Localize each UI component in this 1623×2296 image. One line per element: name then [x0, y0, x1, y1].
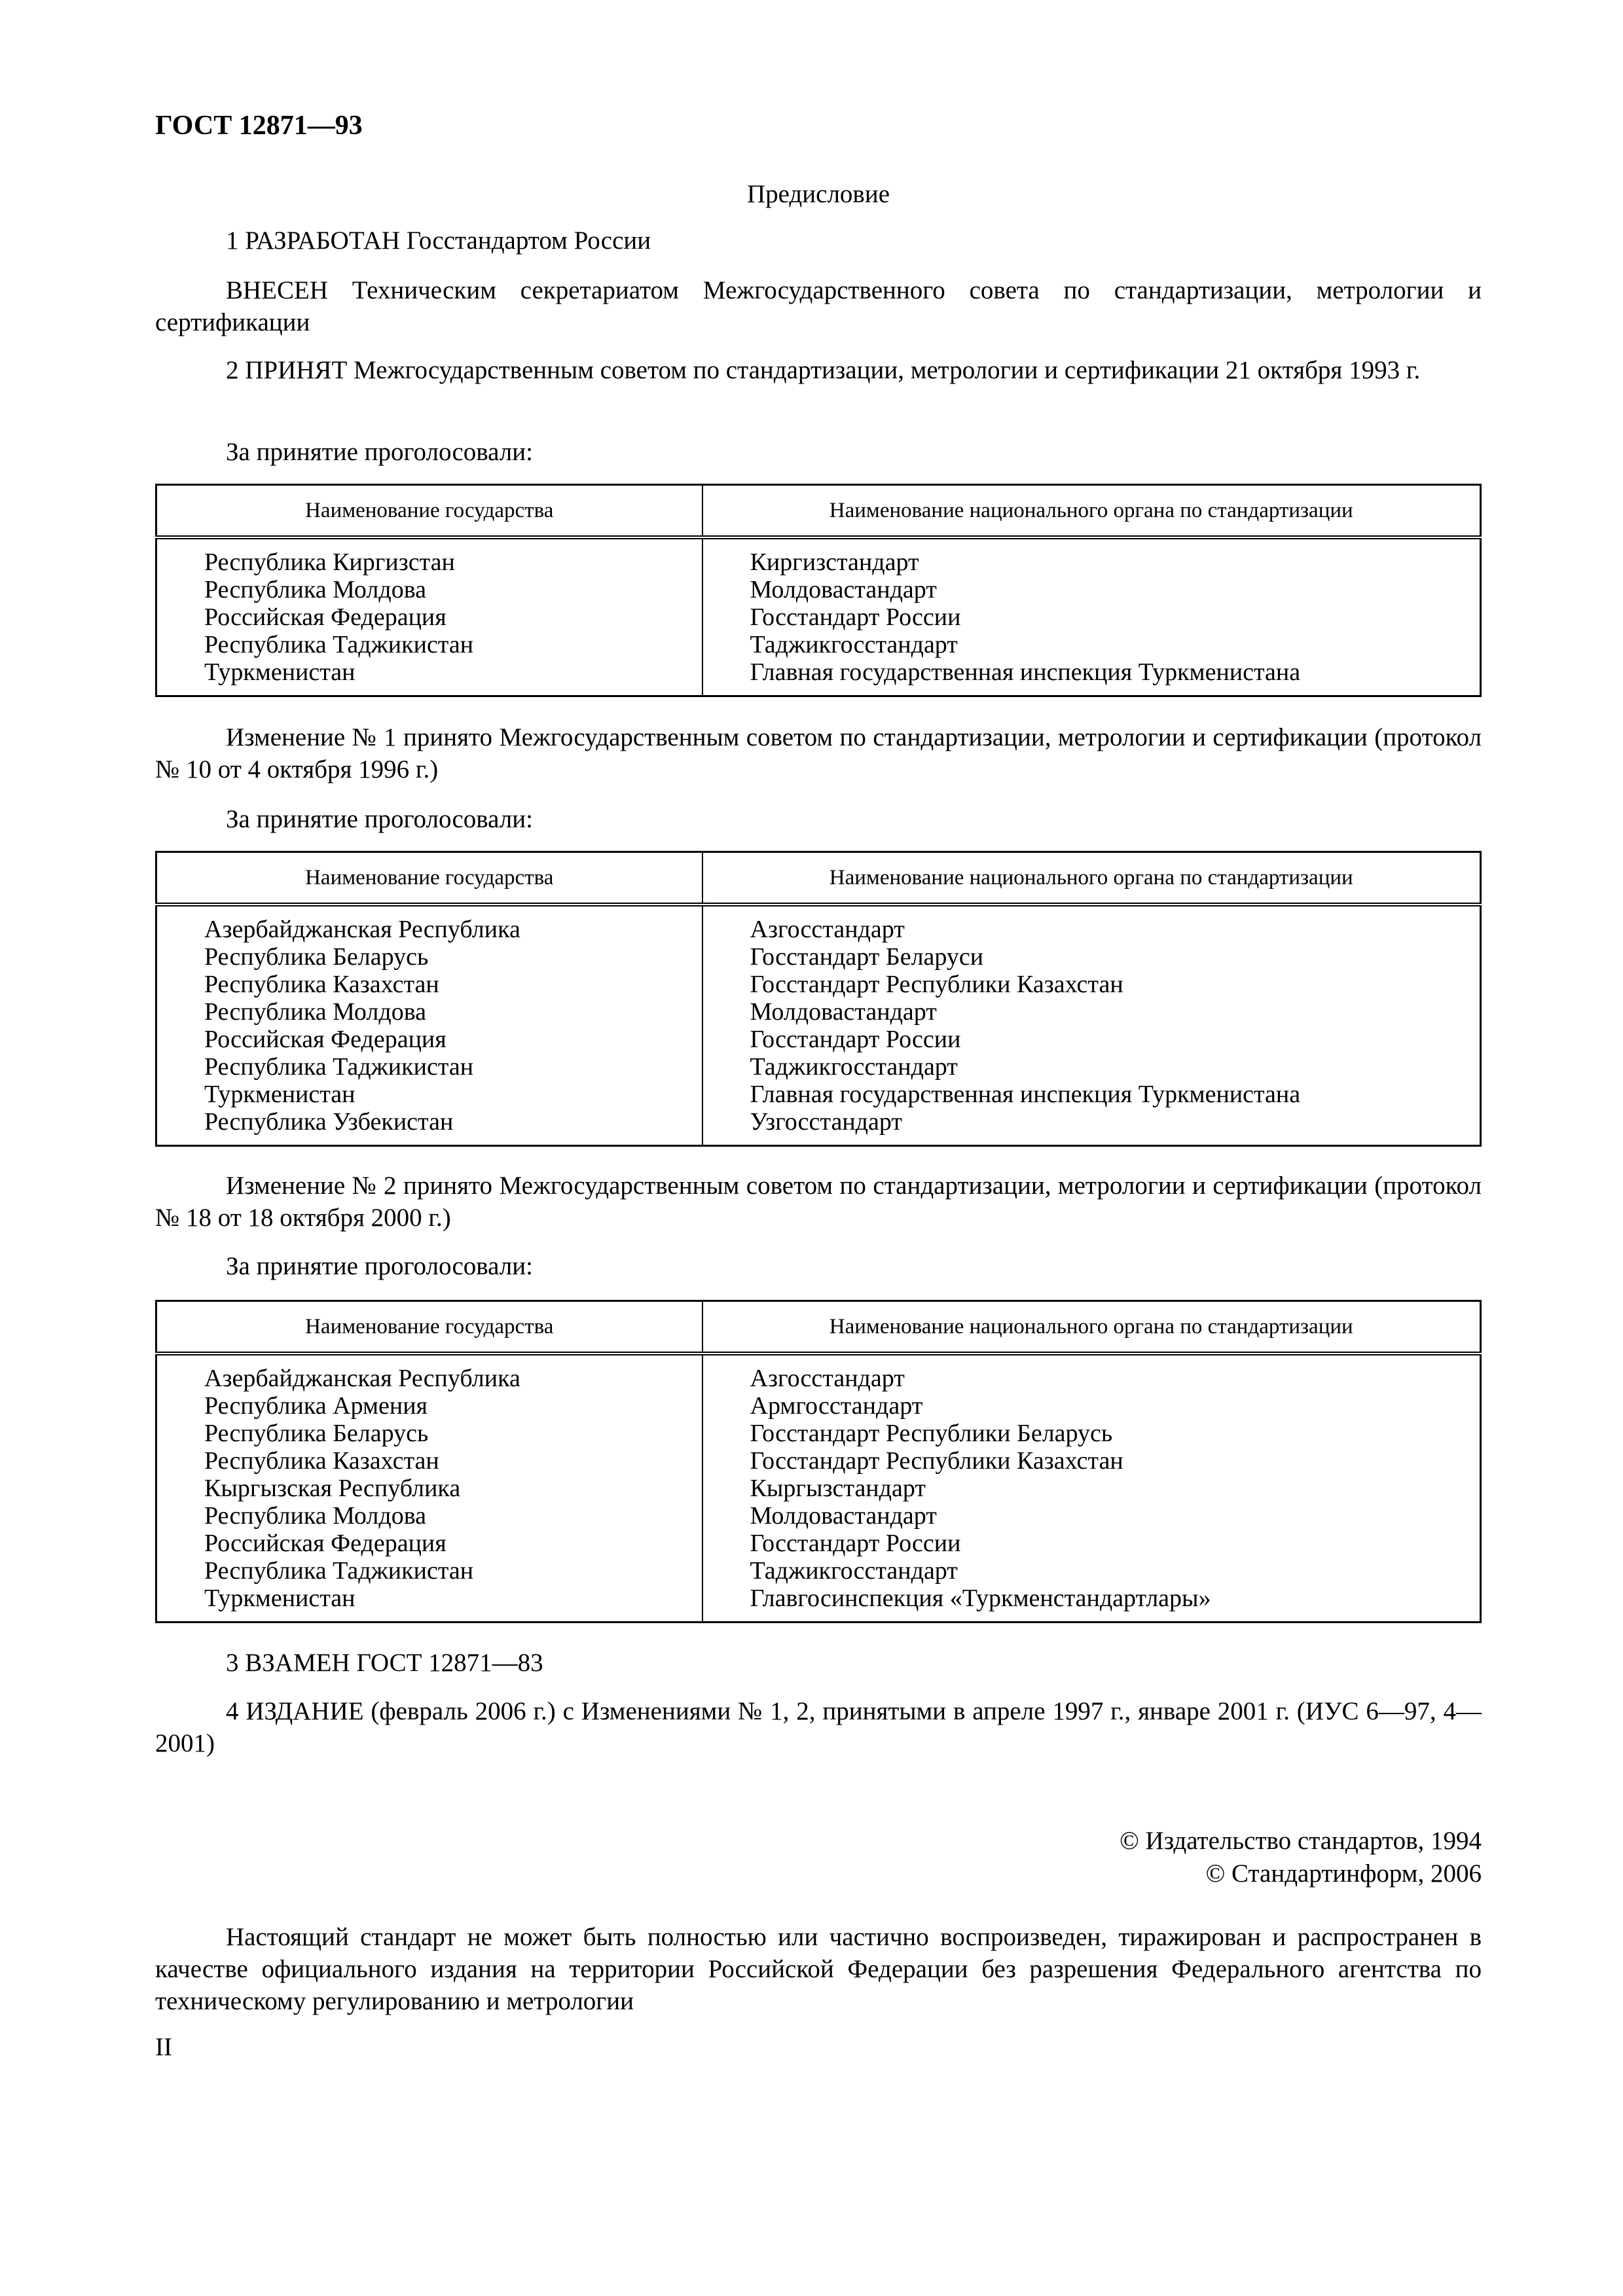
state-name: Республика Молдова — [204, 576, 427, 603]
standards-body-name: Госстандарт Республики Беларусь — [750, 1420, 1113, 1447]
change-1-paragraph: Изменение № 1 принято Межгосударственным советом по стандартизации, метрологии и сертификации (протокол № 10 от 4 октября 1996 г.) — [155, 723, 1482, 783]
bodies-cell — [702, 537, 1481, 696]
standards-body-name: Главгосинспекция «Туркменстандартлары» — [750, 1585, 1211, 1612]
standards-body-name: Госстандарт Беларуси — [750, 943, 984, 971]
standards-body-name: Азгосстандарт — [750, 1365, 905, 1392]
foreword-heading: Предисловие — [746, 180, 890, 208]
state-name: Республика Таджикистан — [204, 1557, 474, 1585]
states-cell — [156, 905, 702, 1146]
standards-body-name: Азгосстандарт — [750, 916, 905, 943]
state-name: Азербайджанская Республика — [204, 1365, 520, 1392]
standards-body-name: Таджикгосстандарт — [750, 631, 958, 658]
states-cell — [156, 537, 702, 696]
reproduction-notice: Настоящий стандарт не может быть полностью или частично воспроизведен, тиражирован и распространен в качестве официального издания на территории Российской Федерации без разрешения Федерального агентства по техническому регулированию и метрологии — [155, 1923, 1482, 2015]
standards-body-name: Молдовастандарт — [750, 998, 937, 1026]
state-column-header: Наименование государства — [156, 1301, 702, 1354]
paragraph-developed: 1 РАЗРАБОТАН Госстандартом России — [226, 226, 651, 255]
state-name: Республика Киргизстан — [204, 548, 455, 576]
standards-body-name: Таджикгосстандарт — [750, 1557, 958, 1585]
voting-table-2 — [155, 851, 1482, 1147]
voting-table — [155, 484, 1482, 697]
copyright-line-1: © Издательство стандартов, 1994 — [1120, 1827, 1482, 1855]
paragraph-replaces: 3 ВЗАМЕН ГОСТ 12871—83 — [226, 1649, 543, 1677]
state-name: Республика Таджикистан — [204, 1053, 474, 1081]
page-number: II — [155, 2033, 172, 2061]
state-name: Республика Казахстан — [204, 971, 439, 998]
copyright-line-2: © Стандартинформ, 2006 — [1205, 1859, 1482, 1888]
copyright-block — [155, 1825, 1482, 1890]
standards-body-name: Узгосстандарт — [750, 1108, 902, 1136]
voted-label-2: За принятие проголосовали: — [226, 805, 533, 833]
paragraph-adopted: 2 ПРИНЯТ Межгосударственным советом по стандартизации, метрологии и сертификации 21 октября 1993 г. — [226, 356, 1421, 384]
state-name: Республика Таджикистан — [204, 631, 474, 658]
standards-body-name: Госстандарт Республики Казахстан — [750, 971, 1123, 998]
table-header-row — [156, 485, 1481, 538]
voting-table — [155, 1300, 1482, 1623]
document-code: ГОСТ 12871—93 — [155, 111, 363, 141]
state-column-header: Наименование государства — [156, 485, 702, 538]
voted-label-1: За принятие проголосовали: — [226, 438, 533, 466]
paragraph-edition: 4 ИЗДАНИЕ (февраль 2006 г.) с Изменениями № 1, 2, принятыми в апреле 1997 г., январе 2001 г. (ИУС 6—97, 4—2001) — [155, 1697, 1482, 1757]
paragraph-submitted: ВНЕСЕН Техническим секретариатом Межгосударственного совета по стандартизации, метрологии и сертификации — [155, 276, 1482, 336]
states-cell — [156, 1354, 702, 1623]
table-header-row — [156, 1301, 1481, 1354]
state-name: Российская Федерация — [204, 603, 447, 631]
standards-body-name: Главная государственная инспекция Туркменистана — [750, 1081, 1301, 1108]
standards-body-name: Госстандарт Республики Казахстан — [750, 1447, 1123, 1475]
body-column-header: Наименование национального органа по стандартизации — [702, 485, 1481, 538]
change-2-paragraph: Изменение № 2 принято Межгосударственным советом по стандартизации, метрологии и сертификации (протокол № 18 от 18 октября 2000 г.) — [155, 1172, 1482, 1232]
standards-body-name: Таджикгосстандарт — [750, 1053, 958, 1081]
body-column-header: Наименование национального органа по стандартизации — [702, 1301, 1481, 1354]
voting-table-3 — [155, 1300, 1482, 1623]
state-name: Туркменистан — [204, 658, 356, 686]
state-name: Республика Казахстан — [204, 1447, 439, 1475]
state-name: Республика Молдова — [204, 1502, 427, 1530]
state-column-header: Наименование государства — [156, 852, 702, 905]
state-name: Республика Беларусь — [204, 943, 429, 971]
standards-body-name: Киргизстандарт — [750, 548, 919, 576]
standards-body-name: Армгосстандарт — [750, 1392, 923, 1420]
state-name: Республика Беларусь — [204, 1420, 429, 1447]
standards-body-name: Молдовастандарт — [750, 576, 937, 603]
bodies-cell — [702, 905, 1481, 1146]
standards-body-name: Главная государственная инспекция Туркменистана — [750, 658, 1301, 686]
standards-body-name: Госстандарт России — [750, 603, 961, 631]
table-body-row — [156, 1354, 1481, 1623]
standards-body-name: Госстандарт России — [750, 1026, 961, 1053]
table-body-row — [156, 537, 1481, 696]
standards-body-name: Молдовастандарт — [750, 1502, 937, 1530]
state-name: Кыргызская Республика — [204, 1475, 461, 1502]
state-name: Российская Федерация — [204, 1530, 447, 1557]
voted-label-3: За принятие проголосовали: — [226, 1252, 533, 1280]
body-column-header: Наименование национального органа по стандартизации — [702, 852, 1481, 905]
voting-table-1 — [155, 484, 1482, 697]
bodies-cell — [702, 1354, 1481, 1623]
state-name: Республика Узбекистан — [204, 1108, 454, 1136]
state-name: Республика Молдова — [204, 998, 427, 1026]
state-name: Туркменистан — [204, 1585, 356, 1612]
state-name: Республика Армения — [204, 1392, 428, 1420]
state-name: Туркменистан — [204, 1081, 356, 1108]
table-header-row — [156, 852, 1481, 905]
state-name: Азербайджанская Республика — [204, 916, 520, 943]
voting-table — [155, 851, 1482, 1147]
standards-body-name: Госстандарт России — [750, 1530, 961, 1557]
table-body-row — [156, 905, 1481, 1146]
standards-body-name: Кыргызстандарт — [750, 1475, 926, 1502]
state-name: Российская Федерация — [204, 1026, 447, 1053]
